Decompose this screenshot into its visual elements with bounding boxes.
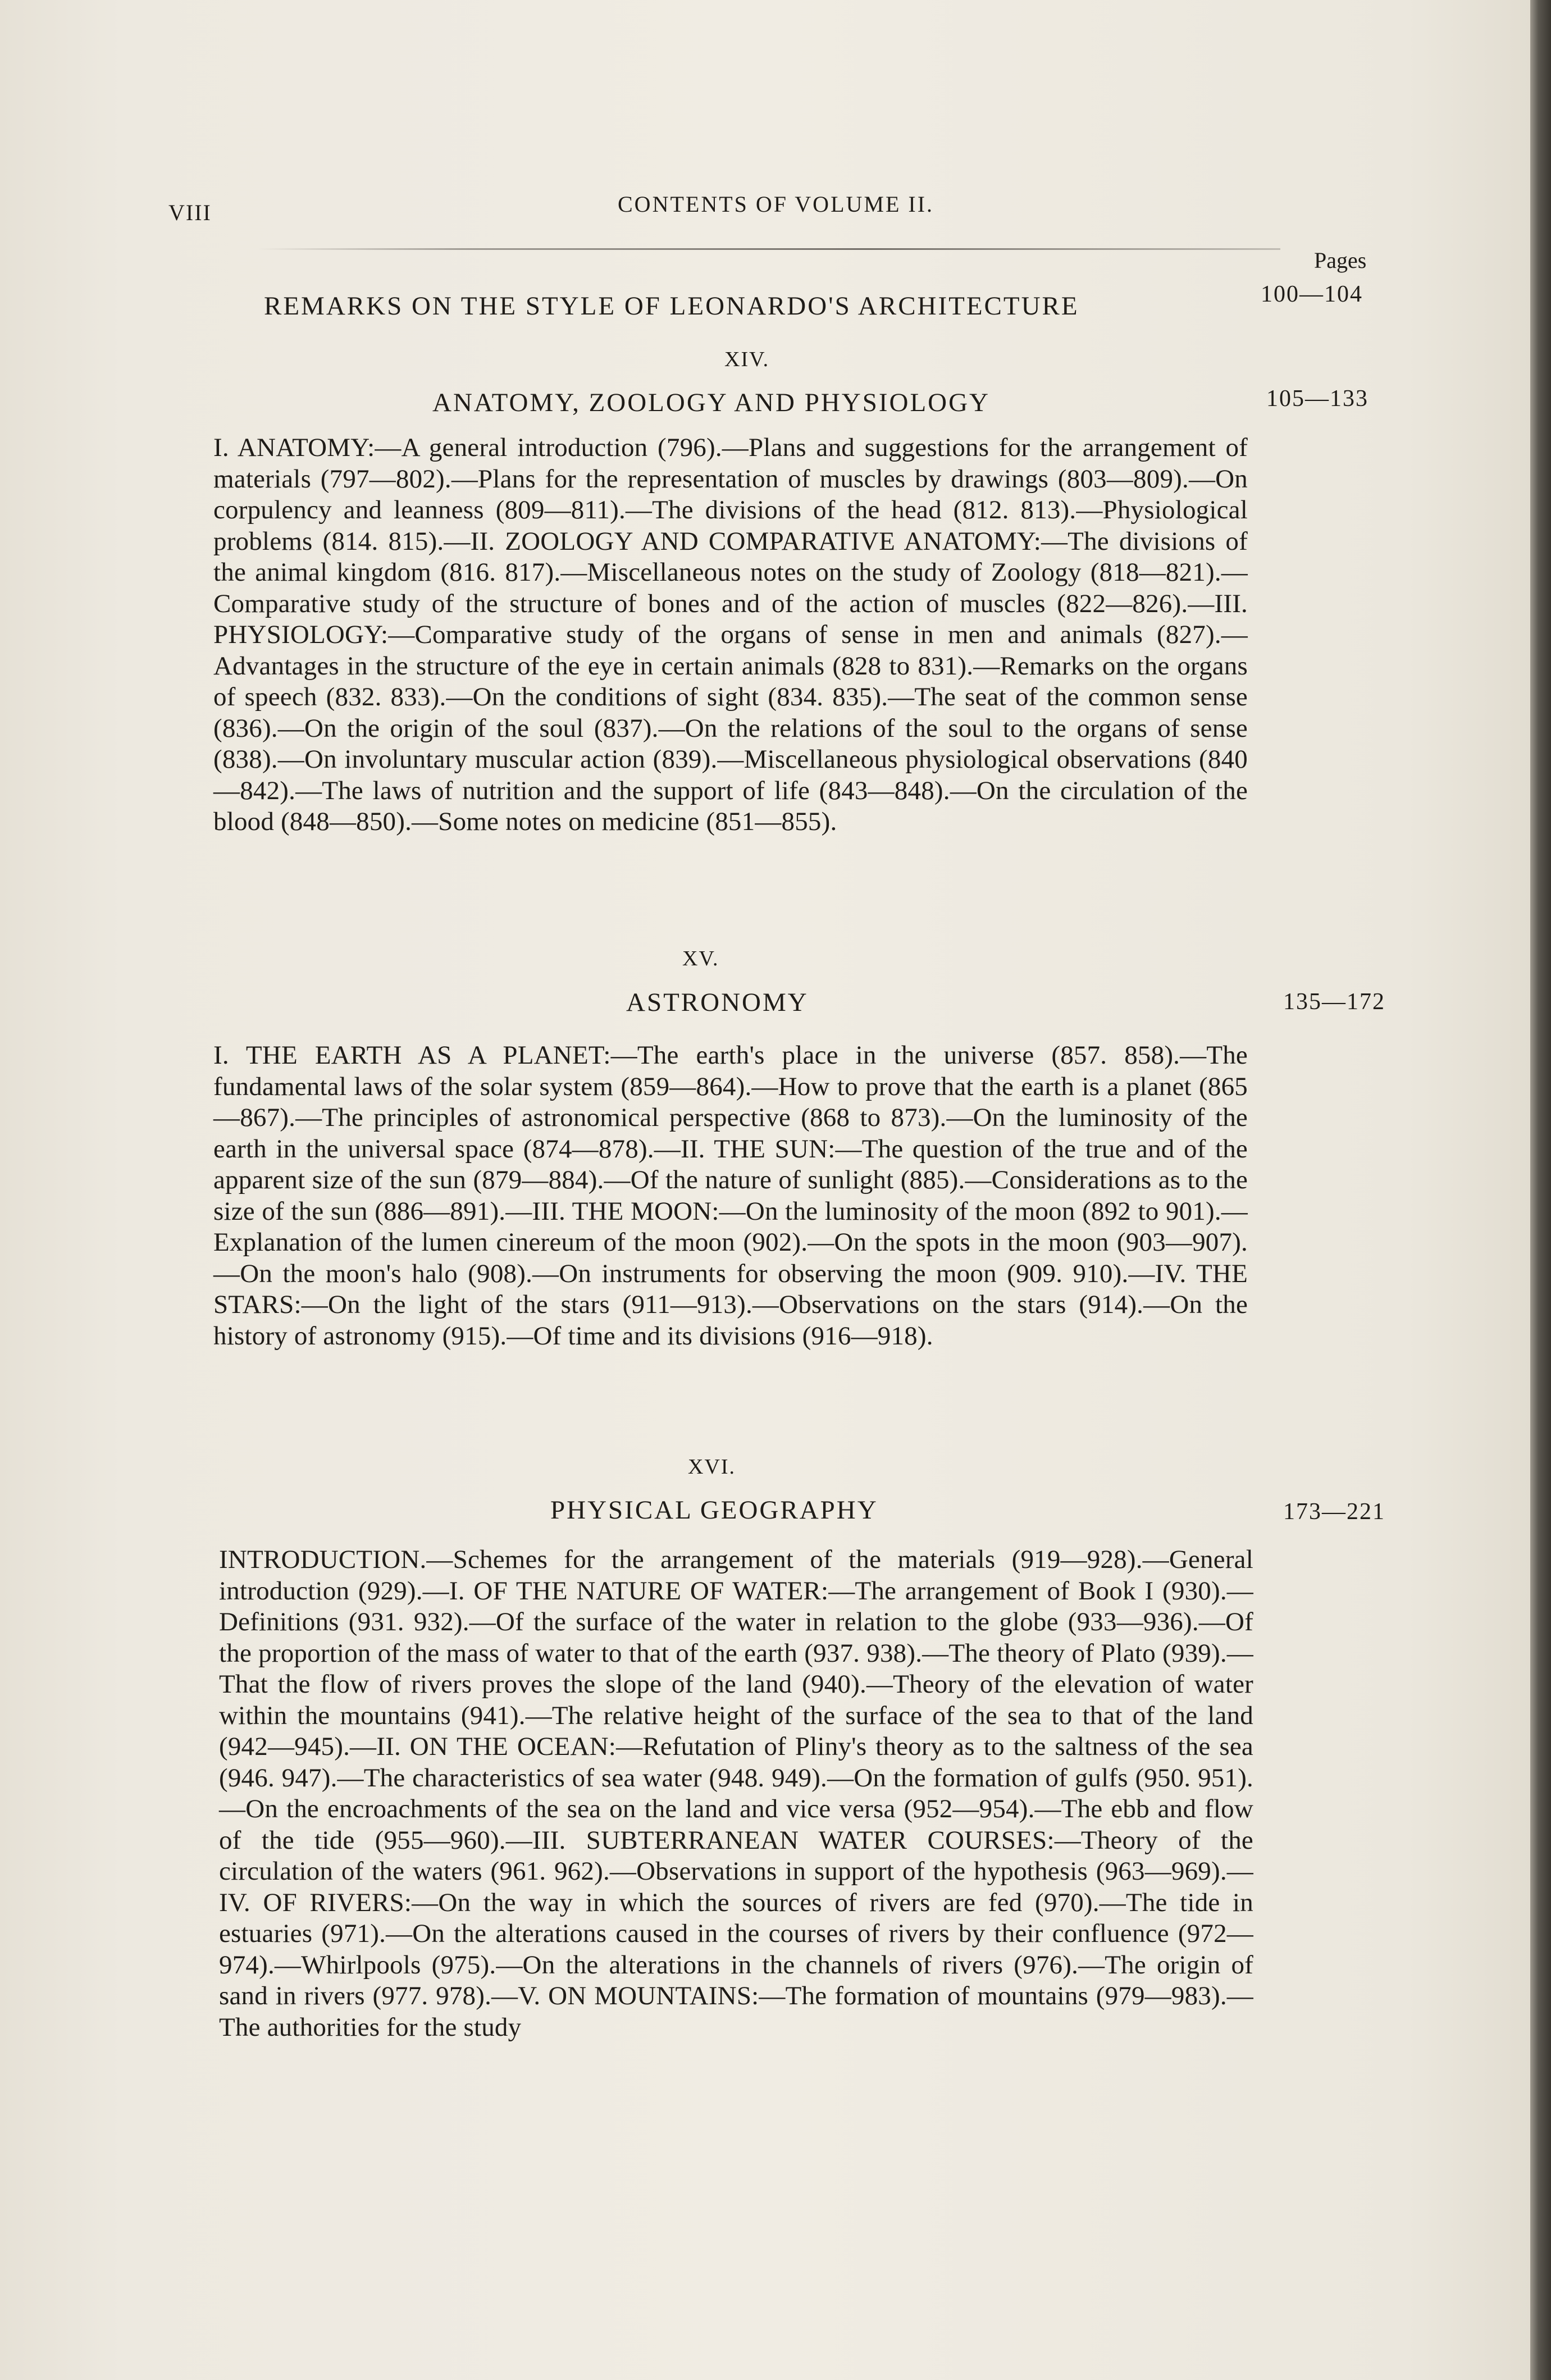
- section-summary-geography: INTRODUCTION.—Schemes for the arrangement of the materials (919—928).—General introduction (929).—I. OF THE NATURE OF WATER:—The arrangement of Book I (930).—Definitions (931. 932).—Of the surface of the water in relation to the globe (933—936).—Of the proportion of the mass of water to that of the earth (937. 938).—The theory of Plato (939).—That the flow of rivers proves the slope of the land (940).—Theory of the elevation of water within the mountains (941).—The relative height of the surface of the sea to that of the land (942—945).—II. ON THE OCEAN:—Refutation of Pliny's theory as to the saltness of the sea (946. 947).—The characteristics of sea water (948. 949).—On the formation of gulfs (950. 951).—On the encroachments of the sea on the land and vice versa (952—954).—The ebb and flow of the tide (955—960).—III. SUBTERRANEAN WATER COURSES:—Theory of the circulation of the waters (961. 962).—Observations in support of the hypothesis (963—969).—IV. OF RIVERS:—On the way in which the sources of rivers are fed (970).—The tide in estuaries (971).—On the alterations caused in the courses of rivers by their confluence (972—974).—Whirlpools (975).—On the alterations in the channels of rivers (976).—The origin of sand in rivers (977. 978).—V. ON MOUNTAINS:—The formation of mountains (979—983).—The authorities for the study: [219, 1545, 1253, 2042]
- header-rule: [258, 248, 1280, 250]
- section-number-xvi: XVI.: [688, 1455, 736, 1479]
- section-summary-astronomy: I. THE EARTH AS A PLANET:—The earth's place in the universe (857. 858).—The fundamental laws of the solar system (859—864).—How to prove that the earth is a planet (865—867).—The principles of astronomical perspective (868 to 873).—On the luminosity of the earth in the universal space (874—878).—II. THE SUN:—The question of the true and of the apparent size of the sun (879—884).—Of the nature of sunlight (885).—Considerations as to the size of the sun (886—891).—III. THE MOON:—On the luminosity of the moon (892 to 901).—Explanation of the lumen cinereum of the moon (902).—On the spots in the moon (903—907).—On the moon's halo (908).—On instruments for observing the moon (909. 910).—IV. THE STARS:—On the light of the stars (911—913).—Observations on the stars (914).—On the history of astronomy (915).—Of time and its divisions (916—918).: [213, 1041, 1248, 1351]
- section-title-architecture: REMARKS ON THE STYLE OF LEONARDO'S ARCHITECTURE: [264, 291, 1079, 321]
- section-pages-astronomy: 135—172: [1283, 989, 1385, 1015]
- section-pages-geography: 173—221: [1283, 1499, 1385, 1525]
- section-title-astronomy: ASTRONOMY: [626, 988, 809, 1017]
- section-title-geography: PHYSICAL GEOGRAPHY: [550, 1496, 878, 1525]
- section-title-anatomy: ANATOMY, ZOOLOGY AND PHYSIOLOGY: [432, 388, 990, 417]
- book-spine-shadow: [1530, 0, 1551, 2380]
- page-folio: VIII: [168, 200, 212, 225]
- section-pages-architecture: 100—104: [1261, 281, 1363, 307]
- section-pages-anatomy: 105—133: [1266, 386, 1368, 412]
- running-head: CONTENTS OF VOLUME II.: [618, 192, 934, 217]
- section-number-xv: XV.: [682, 947, 719, 970]
- section-summary-anatomy: I. ANATOMY:—A general introduction (796).—Plans and suggestions for the arrangement of materials (797—802).—Plans for the representation of muscles by drawings (803—809).—On corpulency and leanness (809—811).—The divisions of the head (812. 813).—Physiological problems (814. 815).—II. ZOOLOGY AND COMPARATIVE ANATOMY:—The divisions of the animal kingdom (816. 817).—Miscellaneous notes on the study of Zoology (818—821).—Comparative study of the structure of bones and of the action of muscles (822—826).—III. PHYSIOLOGY:—Comparative study of the organs of sense in men and animals (827).—Advantages in the structure of the eye in certain animals (828 to 831).—Remarks on the organs of speech (832. 833).—On the conditions of sight (834. 835).—The seat of the common sense (836).—On the origin of the soul (837).—On the relations of the soul to the organs of sense (838).—On involuntary muscular action (839).—Miscellaneous physiological observations (840—842).—The laws of nutrition and the support of life (843—848).—On the circulation of the blood (848—850).—Some notes on medicine (851—855).: [213, 433, 1248, 836]
- section-number-xiv: XIV.: [724, 348, 770, 371]
- pages-column-label: Pages: [1314, 248, 1367, 273]
